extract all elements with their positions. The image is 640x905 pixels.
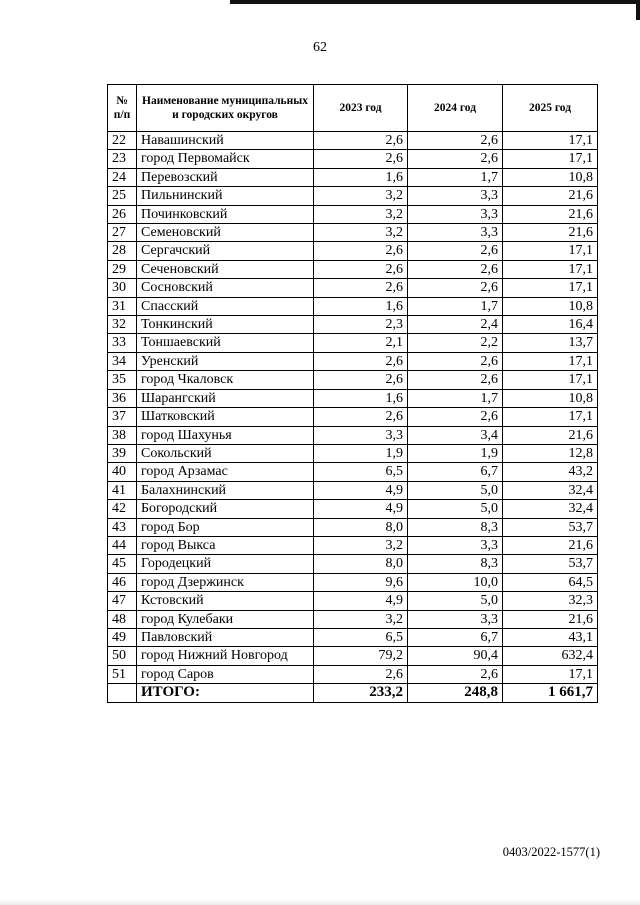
row-value-2023: 1,9 bbox=[314, 444, 408, 462]
row-number: 46 bbox=[108, 573, 137, 591]
table-row bbox=[108, 665, 598, 683]
row-value-2025: 13,7 bbox=[503, 334, 598, 352]
row-value-2025: 43,1 bbox=[503, 628, 598, 646]
row-value-2023: 2,6 bbox=[314, 408, 408, 426]
table-row bbox=[108, 205, 598, 223]
row-number: 29 bbox=[108, 260, 137, 278]
row-value-2023: 2,6 bbox=[314, 371, 408, 389]
row-value-2023: 3,2 bbox=[314, 536, 408, 554]
row-value-2024: 10,0 bbox=[408, 573, 503, 591]
row-value-2023: 4,9 bbox=[314, 592, 408, 610]
row-value-2025: 12,8 bbox=[503, 444, 598, 462]
row-number: 40 bbox=[108, 463, 137, 481]
row-value-2025: 17,1 bbox=[503, 279, 598, 297]
row-value-2023: 3,2 bbox=[314, 610, 408, 628]
table-row bbox=[108, 518, 598, 536]
row-value-2024: 3,3 bbox=[408, 205, 503, 223]
table-row bbox=[108, 592, 598, 610]
row-value-2025: 632,4 bbox=[503, 647, 598, 665]
row-value-2024: 3,4 bbox=[408, 426, 503, 444]
header-2024: 2024 год bbox=[408, 85, 503, 132]
row-value-2025: 17,1 bbox=[503, 371, 598, 389]
row-value-2023: 2,6 bbox=[314, 665, 408, 683]
table-row bbox=[108, 150, 598, 168]
row-number: 31 bbox=[108, 297, 137, 315]
row-value-2024: 2,6 bbox=[408, 408, 503, 426]
row-value-2024: 2,6 bbox=[408, 352, 503, 370]
allocation-table bbox=[107, 84, 598, 703]
row-value-2023: 2,1 bbox=[314, 334, 408, 352]
row-number: 44 bbox=[108, 536, 137, 554]
row-value-2024: 2,6 bbox=[408, 150, 503, 168]
row-number: 49 bbox=[108, 628, 137, 646]
row-value-2025: 21,6 bbox=[503, 224, 598, 242]
row-name: Перевозский bbox=[137, 168, 314, 186]
row-value-2023: 1,6 bbox=[314, 389, 408, 407]
row-number: 48 bbox=[108, 610, 137, 628]
row-number: 43 bbox=[108, 518, 137, 536]
table-row bbox=[108, 628, 598, 646]
table-row bbox=[108, 536, 598, 554]
row-number: 33 bbox=[108, 334, 137, 352]
row-number: 28 bbox=[108, 242, 137, 260]
row-name: Семеновский bbox=[137, 224, 314, 242]
total-2024: 248,8 bbox=[408, 684, 503, 702]
row-number: 42 bbox=[108, 500, 137, 518]
row-name: город Первомайск bbox=[137, 150, 314, 168]
row-value-2024: 2,6 bbox=[408, 279, 503, 297]
row-name: Починковский bbox=[137, 205, 314, 223]
row-value-2023: 2,6 bbox=[314, 132, 408, 150]
row-value-2024: 2,6 bbox=[408, 371, 503, 389]
table-row bbox=[108, 647, 598, 665]
table-row bbox=[108, 334, 598, 352]
row-value-2023: 6,5 bbox=[314, 628, 408, 646]
row-value-2025: 16,4 bbox=[503, 316, 598, 334]
row-value-2025: 21,6 bbox=[503, 426, 598, 444]
row-value-2025: 17,1 bbox=[503, 150, 598, 168]
row-number: 24 bbox=[108, 168, 137, 186]
row-name: город Нижний Новгород bbox=[137, 647, 314, 665]
row-value-2025: 53,7 bbox=[503, 518, 598, 536]
row-name: город Шахунья bbox=[137, 426, 314, 444]
row-value-2023: 3,3 bbox=[314, 426, 408, 444]
row-value-2025: 17,1 bbox=[503, 665, 598, 683]
row-name: город Дзержинск bbox=[137, 573, 314, 591]
table-row bbox=[108, 573, 598, 591]
row-name: Шарангский bbox=[137, 389, 314, 407]
row-value-2024: 2,2 bbox=[408, 334, 503, 352]
table-row bbox=[108, 352, 598, 370]
row-value-2023: 6,5 bbox=[314, 463, 408, 481]
row-name: Пильнинский bbox=[137, 187, 314, 205]
row-number: 30 bbox=[108, 279, 137, 297]
row-value-2024: 5,0 bbox=[408, 592, 503, 610]
total-2023: 233,2 bbox=[314, 684, 408, 702]
table-row bbox=[108, 426, 598, 444]
row-value-2023: 1,6 bbox=[314, 168, 408, 186]
total-2025: 1 661,7 bbox=[503, 684, 598, 702]
row-number: 36 bbox=[108, 389, 137, 407]
row-number: 35 bbox=[108, 371, 137, 389]
row-value-2023: 8,0 bbox=[314, 555, 408, 573]
table-row bbox=[108, 481, 598, 499]
row-value-2025: 17,1 bbox=[503, 132, 598, 150]
row-name: Тонкинский bbox=[137, 316, 314, 334]
row-name: город Арзамас bbox=[137, 463, 314, 481]
table-row bbox=[108, 168, 598, 186]
row-name: Навашинский bbox=[137, 132, 314, 150]
row-value-2024: 5,0 bbox=[408, 481, 503, 499]
row-number: 22 bbox=[108, 132, 137, 150]
table-row bbox=[108, 555, 598, 573]
table-body bbox=[108, 132, 598, 684]
row-value-2024: 90,4 bbox=[408, 647, 503, 665]
page-number: 62 bbox=[313, 40, 327, 55]
scan-edge-right bbox=[636, 0, 640, 20]
table-row bbox=[108, 444, 598, 462]
header-2023: 2023 год bbox=[314, 85, 408, 132]
row-value-2023: 2,6 bbox=[314, 150, 408, 168]
row-name: город Выкса bbox=[137, 536, 314, 554]
row-value-2025: 32,4 bbox=[503, 481, 598, 499]
row-value-2024: 5,0 bbox=[408, 500, 503, 518]
row-value-2024: 6,7 bbox=[408, 628, 503, 646]
document-code: 0403/2022-1577(1) bbox=[502, 845, 600, 859]
row-value-2023: 79,2 bbox=[314, 647, 408, 665]
header-num: № п/п bbox=[108, 85, 137, 132]
row-number: 32 bbox=[108, 316, 137, 334]
table-row bbox=[108, 132, 598, 150]
table-row bbox=[108, 187, 598, 205]
row-number: 51 bbox=[108, 665, 137, 683]
row-name: Павловский bbox=[137, 628, 314, 646]
table-row bbox=[108, 260, 598, 278]
row-name: Спасский bbox=[137, 297, 314, 315]
row-value-2023: 4,9 bbox=[314, 500, 408, 518]
table-header-row bbox=[108, 85, 598, 132]
scan-edge-bottom bbox=[0, 899, 640, 905]
scan-edge-top bbox=[230, 0, 640, 4]
row-value-2025: 10,8 bbox=[503, 389, 598, 407]
row-value-2023: 2,6 bbox=[314, 352, 408, 370]
row-value-2024: 2,6 bbox=[408, 260, 503, 278]
row-number: 37 bbox=[108, 408, 137, 426]
row-value-2025: 64,5 bbox=[503, 573, 598, 591]
row-number: 25 bbox=[108, 187, 137, 205]
table-row bbox=[108, 242, 598, 260]
row-value-2024: 2,6 bbox=[408, 665, 503, 683]
header-2025: 2025 год bbox=[503, 85, 598, 132]
row-number: 26 bbox=[108, 205, 137, 223]
table-row bbox=[108, 297, 598, 315]
row-value-2025: 21,6 bbox=[503, 205, 598, 223]
total-row bbox=[108, 684, 598, 702]
row-value-2025: 21,6 bbox=[503, 536, 598, 554]
row-value-2024: 1,7 bbox=[408, 297, 503, 315]
row-value-2025: 21,6 bbox=[503, 610, 598, 628]
header-name: Наименование муниципальных и городских округов bbox=[137, 85, 314, 132]
row-value-2023: 8,0 bbox=[314, 518, 408, 536]
row-value-2024: 2,4 bbox=[408, 316, 503, 334]
row-name: Кстовский bbox=[137, 592, 314, 610]
table-row bbox=[108, 316, 598, 334]
row-name: Сокольский bbox=[137, 444, 314, 462]
table-row bbox=[108, 279, 598, 297]
row-name: Шатковский bbox=[137, 408, 314, 426]
row-number: 39 bbox=[108, 444, 137, 462]
table-row bbox=[108, 463, 598, 481]
row-value-2023: 2,6 bbox=[314, 260, 408, 278]
row-value-2024: 2,6 bbox=[408, 242, 503, 260]
row-name: город Кулебаки bbox=[137, 610, 314, 628]
row-number: 47 bbox=[108, 592, 137, 610]
row-name: город Бор bbox=[137, 518, 314, 536]
row-value-2023: 2,3 bbox=[314, 316, 408, 334]
row-value-2025: 17,1 bbox=[503, 260, 598, 278]
row-value-2025: 10,8 bbox=[503, 297, 598, 315]
row-name: Богородский bbox=[137, 500, 314, 518]
row-value-2025: 32,3 bbox=[503, 592, 598, 610]
row-value-2023: 3,2 bbox=[314, 187, 408, 205]
row-number: 50 bbox=[108, 647, 137, 665]
row-value-2025: 21,6 bbox=[503, 187, 598, 205]
row-value-2023: 4,9 bbox=[314, 481, 408, 499]
row-value-2025: 17,1 bbox=[503, 242, 598, 260]
row-value-2024: 3,3 bbox=[408, 610, 503, 628]
row-name: Сеченовский bbox=[137, 260, 314, 278]
row-value-2024: 3,3 bbox=[408, 187, 503, 205]
row-value-2024: 8,3 bbox=[408, 518, 503, 536]
table-row bbox=[108, 408, 598, 426]
row-number: 34 bbox=[108, 352, 137, 370]
table-row bbox=[108, 224, 598, 242]
row-value-2023: 2,6 bbox=[314, 279, 408, 297]
row-value-2025: 10,8 bbox=[503, 168, 598, 186]
row-value-2024: 1,7 bbox=[408, 168, 503, 186]
row-value-2025: 53,7 bbox=[503, 555, 598, 573]
row-value-2024: 8,3 bbox=[408, 555, 503, 573]
row-name: город Саров bbox=[137, 665, 314, 683]
row-name: Тоншаевский bbox=[137, 334, 314, 352]
row-value-2024: 3,3 bbox=[408, 224, 503, 242]
row-number: 23 bbox=[108, 150, 137, 168]
row-number: 38 bbox=[108, 426, 137, 444]
row-name: Сергачский bbox=[137, 242, 314, 260]
row-value-2023: 1,6 bbox=[314, 297, 408, 315]
row-name: Городецкий bbox=[137, 555, 314, 573]
row-value-2025: 32,4 bbox=[503, 500, 598, 518]
row-value-2025: 17,1 bbox=[503, 352, 598, 370]
row-value-2023: 3,2 bbox=[314, 224, 408, 242]
row-name: Уренский bbox=[137, 352, 314, 370]
table-row bbox=[108, 500, 598, 518]
row-value-2024: 2,6 bbox=[408, 132, 503, 150]
row-value-2023: 3,2 bbox=[314, 205, 408, 223]
row-number: 41 bbox=[108, 481, 137, 499]
table-row bbox=[108, 371, 598, 389]
row-name: Балахнинский bbox=[137, 481, 314, 499]
row-name: город Чкаловск bbox=[137, 371, 314, 389]
row-value-2024: 3,3 bbox=[408, 536, 503, 554]
row-value-2024: 1,9 bbox=[408, 444, 503, 462]
row-value-2023: 9,6 bbox=[314, 573, 408, 591]
row-number: 27 bbox=[108, 224, 137, 242]
row-value-2024: 6,7 bbox=[408, 463, 503, 481]
row-number: 45 bbox=[108, 555, 137, 573]
total-label: ИТОГО: bbox=[137, 684, 314, 702]
row-value-2023: 2,6 bbox=[314, 242, 408, 260]
row-value-2025: 43,2 bbox=[503, 463, 598, 481]
row-name: Сосновский bbox=[137, 279, 314, 297]
row-value-2025: 17,1 bbox=[503, 408, 598, 426]
table-row bbox=[108, 610, 598, 628]
total-num bbox=[108, 684, 137, 702]
table-row bbox=[108, 389, 598, 407]
row-value-2024: 1,7 bbox=[408, 389, 503, 407]
